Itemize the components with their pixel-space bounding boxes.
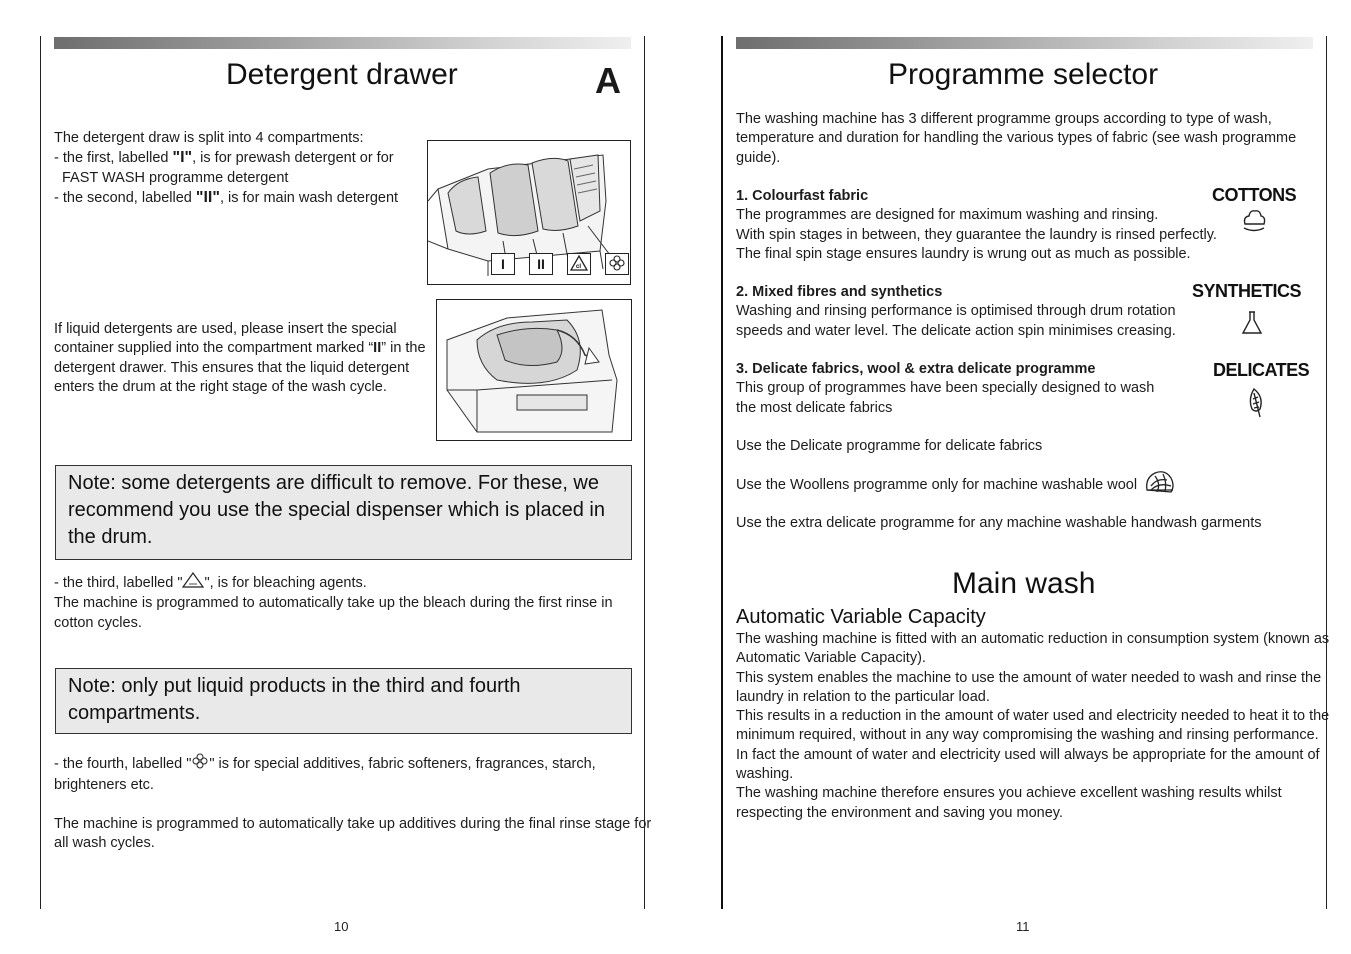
group-synthetics-heading: 2. Mixed fibres and synthetics — [736, 284, 943, 300]
cottons-label: COTTONS — [1212, 185, 1297, 205]
flask-icon — [1240, 310, 1264, 341]
page-number-left: 10 — [334, 919, 349, 934]
bleach-triangle-icon — [182, 572, 204, 594]
liquid-line-4: enters the drum at the right stage of the wash cycle. — [54, 378, 387, 395]
compartment-I-label: I — [491, 253, 515, 275]
liquid-container-drawing — [437, 300, 630, 439]
third-line-2: The machine is programmed to automatically take up the bleach during the first rinse in — [54, 595, 613, 612]
intro-line-2 — [54, 148, 398, 168]
liquid-line-2 — [54, 339, 426, 358]
label-I: "I" — [172, 149, 193, 167]
page-title-detergent-drawer: Detergent drawer — [226, 58, 458, 91]
synthetics-label: SYNTHETICS — [1192, 281, 1302, 301]
programme-intro-line-1: The washing machine has 3 different programme groups according to type of wash, — [736, 111, 1272, 127]
compartment-II-label: II — [529, 253, 553, 275]
feather-icon — [1244, 387, 1268, 424]
group-delicates-heading: 3. Delicate fabrics, wool & extra delicate programme — [736, 361, 1096, 377]
avc-line-3: This system enables the machine to use the amount of water needed to wash and rinse the — [736, 669, 1322, 686]
intro-line-4a: - the second, labelled — [54, 189, 196, 206]
group-colourfast-line-1: The programmes are designed for maximum washing and rinsing. — [736, 207, 1159, 224]
avc-line-10: respecting the environment and saving you money. — [736, 804, 1063, 821]
intro-line-4 — [54, 188, 398, 208]
group-delicates-line-1: This group of programmes have been specially designed to wash — [736, 380, 1155, 397]
group-colourfast — [736, 187, 1217, 264]
third-line-3: cotton cycles. — [54, 614, 142, 631]
group-synthetics-line-1: Washing and rinsing performance is optimised through drum rotation — [736, 303, 1176, 320]
liquid-line-1: If liquid detergents are used, please insert the special — [54, 321, 397, 337]
section-letter: A — [595, 60, 621, 101]
liquid-detergent-text — [54, 320, 426, 397]
fourth-line-1 — [54, 752, 651, 776]
wool-ball-icon — [1143, 466, 1177, 501]
intro-line-1: The detergent draw is split into 4 compartments: — [54, 130, 364, 146]
third-line-1b: ", is for bleaching agents. — [204, 574, 367, 591]
intro-line-2b: , is for prewash detergent or for — [192, 150, 394, 167]
avc-line-5: This results in a reduction in the amount of water used and electricity needed to heat it to the — [736, 708, 1330, 725]
svg-text:cl: cl — [576, 264, 582, 270]
third-compartment-text — [54, 572, 613, 633]
main-wash-title: Main wash — [952, 567, 1096, 600]
group-colourfast-line-3: The final spin stage ensures laundry is wrung out as much as possible. — [736, 245, 1191, 262]
final-line-2: all wash cycles. — [54, 835, 155, 852]
use-extra-delicate-line: Use the extra delicate programme for any machine washable handwash garments — [736, 515, 1262, 531]
fourth-line-2: brighteners etc. — [54, 777, 154, 794]
group-delicates-line-2: the most delicate fabrics — [736, 399, 893, 416]
programme-intro-line-3: guide). — [736, 149, 781, 166]
liquid-line-2b: ” in the — [381, 340, 426, 357]
avc-line-6: minimum required, without in any way compromising the washing and rinsing performance. — [736, 727, 1319, 744]
group-colourfast-heading: 1. Colourfast fabric — [736, 188, 869, 204]
note-liquid-products: Note: only put liquid products in the third and fourth compartments. — [55, 668, 632, 734]
avc-line-7: In fact the amount of water and electricity used will always be appropriate for the amount of — [736, 746, 1320, 763]
label-II-inline: II — [373, 340, 382, 357]
drawer-illustration-liquid-container — [436, 299, 632, 441]
drawer-illustration-compartments — [427, 140, 631, 285]
third-line-1 — [54, 572, 613, 594]
page-number-right: 11 — [1016, 919, 1030, 934]
liquid-line-2a: container supplied into the compartment marked “ — [54, 340, 374, 357]
third-line-1a: - the third, labelled " — [54, 574, 183, 591]
flower-icon — [191, 752, 209, 776]
programme-intro — [736, 110, 1296, 168]
avc-line-2: Automatic Variable Capacity). — [736, 650, 926, 667]
group-delicates — [736, 360, 1154, 418]
avc-line-8: washing. — [736, 766, 794, 783]
right-page-left-border — [721, 36, 723, 909]
programme-intro-line-2: temperature and duration for handling the various types of fabric (see wash programme — [736, 130, 1297, 147]
final-spacer — [54, 796, 651, 815]
group-synthetics-line-2: speeds and water level. The delicate action spin minimises creasing. — [736, 322, 1176, 339]
avc-line-4: laundry in relation to the particular load. — [736, 688, 990, 705]
intro-line-3: FAST WASH programme detergent — [62, 169, 289, 186]
fourth-line-1b: " is for special additives, fabric softeners, fragrances, starch, — [209, 755, 596, 772]
use-delicate-line: Use the Delicate programme for delicate fabrics — [736, 438, 1043, 454]
cotton-icon — [1240, 207, 1268, 240]
fourth-line-1a: - the fourth, labelled " — [54, 755, 192, 772]
left-page-left-border — [40, 36, 41, 909]
note-difficult-detergents: Note: some detergents are difficult to remove. For these, we recommend you use the special dispenser which is placed in the drum. — [55, 465, 632, 560]
avc-line-9: The washing machine therefore ensures you achieve excellent washing results whilst — [736, 785, 1282, 802]
label-II: "II" — [195, 188, 220, 206]
liquid-line-3: detergent drawer. This ensures that the liquid detergent — [54, 359, 410, 376]
delicates-label: DELICATES — [1213, 360, 1310, 380]
group-colourfast-line-2: With spin stages in between, they guarantee the laundry is rinsed perfectly. — [736, 226, 1217, 243]
final-line-1: The machine is programmed to automatically take up additives during the final rinse stage for — [54, 815, 652, 832]
avc-line-1: The washing machine is fitted with an automatic reduction in consumption system (known as — [736, 631, 1330, 647]
intro-text — [54, 129, 398, 208]
softener-compartment-flower-icon — [605, 253, 629, 275]
group-synthetics — [736, 283, 1176, 341]
intro-line-2a: - the first, labelled — [54, 150, 173, 167]
bleach-compartment-icon — [567, 253, 591, 275]
left-header-bar — [54, 37, 631, 49]
use-woollens-line: Use the Woollens programme only for machine washable wool — [736, 477, 1138, 493]
avc-heading: Automatic Variable Capacity — [736, 606, 986, 628]
page-title-programme-selector: Programme selector — [888, 58, 1159, 91]
fourth-compartment-text — [54, 752, 651, 853]
avc-body — [736, 630, 1329, 823]
intro-line-4b: , is for main wash detergent — [219, 189, 399, 206]
right-header-bar — [736, 37, 1313, 49]
